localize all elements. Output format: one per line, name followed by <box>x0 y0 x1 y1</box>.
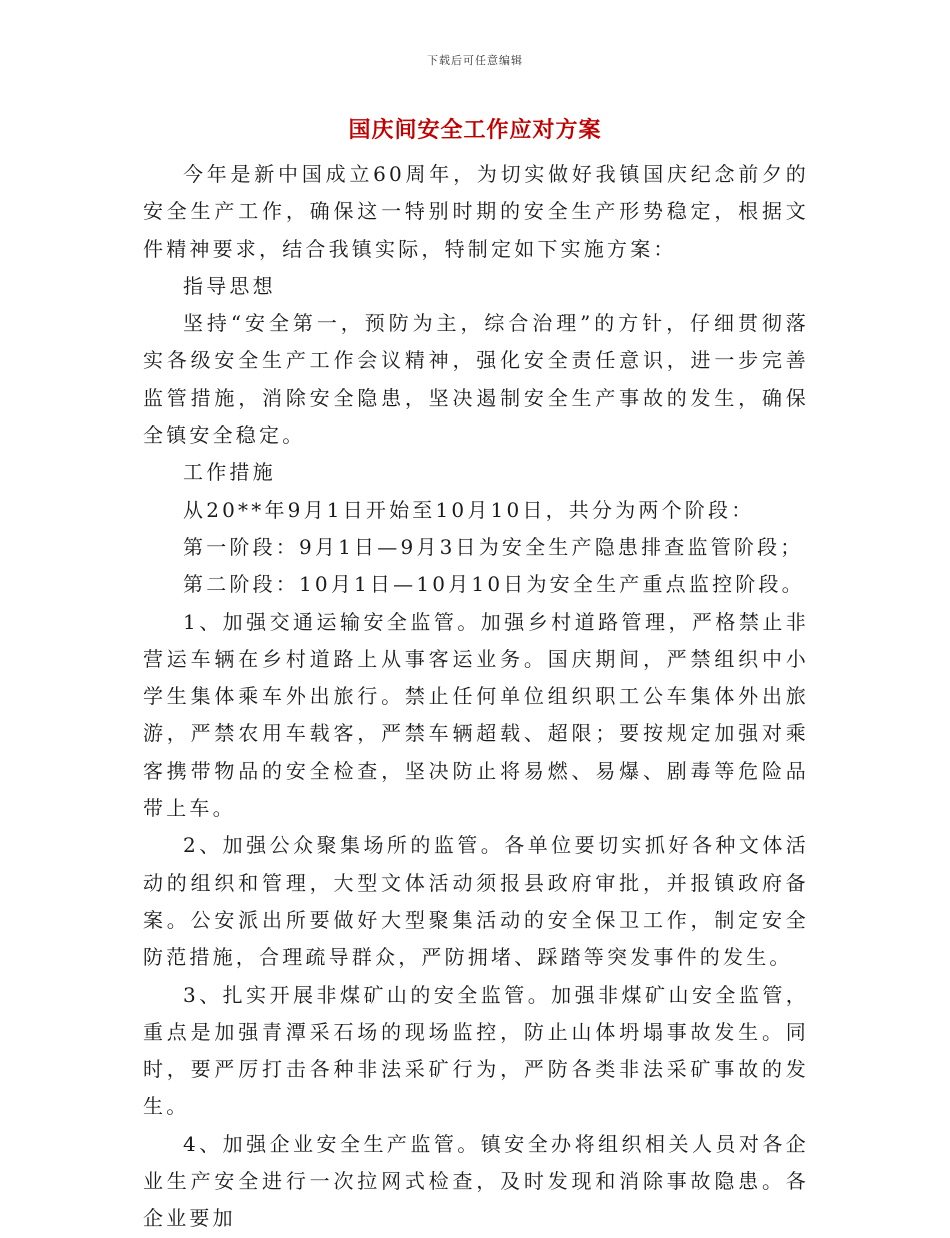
paragraph-intro: 今年是新中国成立60周年，为切实做好我镇国庆纪念前夕的安全生产工作，确保这一特别时期的安全生产形势稳定，根据文件精神要求，结合我镇实际，特制定如下实施方案： <box>143 162 809 261</box>
paragraph-item-3: 3、扎实开展非煤矿山的安全监管。加强非煤矿山安全监管，重点是加强青潭采石场的现场监控，防止山体坍塌事故发生。同时，要严厉打击各种非法采矿行为，严防各类非法采矿事故的发生。 <box>143 982 809 1119</box>
section-heading-guiding-principle: 指导思想 <box>183 273 276 298</box>
paragraph-phase-one: 第一阶段：9月1日—9月3日为安全生产隐患排查监管阶段； <box>183 534 804 559</box>
paragraph-item-1: 1、加强交通运输安全监管。加强乡村道路管理，严格禁止非营运车辆在乡村道路上从事客运业务。国庆期间，严禁组织中小学生集体乘车外出旅行。禁止任何单位组织职工公车集体外出旅游，严禁农用车载客，严禁车辆超载、超限；要按规定加强对乘客携带物品的安全检查，坚决防止将易燃、易爆、剧毒等危险品带上车。 <box>143 609 809 821</box>
section-heading-measures: 工作措施 <box>183 460 276 485</box>
paragraph-phase-two: 第二阶段：10月1日—10月10日为安全生产重点监控阶段。 <box>183 572 805 597</box>
paragraph-item-2: 2、加强公众聚集场所的监管。各单位要切实抓好各种文体活动的组织和管理，大型文体活动须报县政府审批，并报镇政府备案。公安派出所要做好大型聚集活动的安全保卫工作，制定安全防范措施，合理疏导群众，严防拥堵、踩踏等突发事件的发生。 <box>143 833 809 970</box>
document-title: 国庆间安全工作应对方案 <box>348 117 602 143</box>
document-body <box>143 156 809 1238</box>
paragraph-item-4: 4、加强企业安全生产监管。镇安全办将组织相关人员对各企业生产安全进行一次拉网式检查，及时发现和消除事故隐患。各企业要加 <box>143 1131 809 1231</box>
paragraph-period: 从20**年9月1日开始至10月10日，共分为两个阶段： <box>183 497 755 522</box>
header-note: 下载后可任意编辑 <box>427 54 523 67</box>
paragraph-guiding-principle: 坚持“安全第一，预防为主，综合治理”的方针，仔细贯彻落实各级安全生产工作会议精神，强化安全责任意识，进一步完善监管措施，消除安全隐患，坚决遏制安全生产事故的发生，确保全镇安全稳定。 <box>143 311 809 448</box>
